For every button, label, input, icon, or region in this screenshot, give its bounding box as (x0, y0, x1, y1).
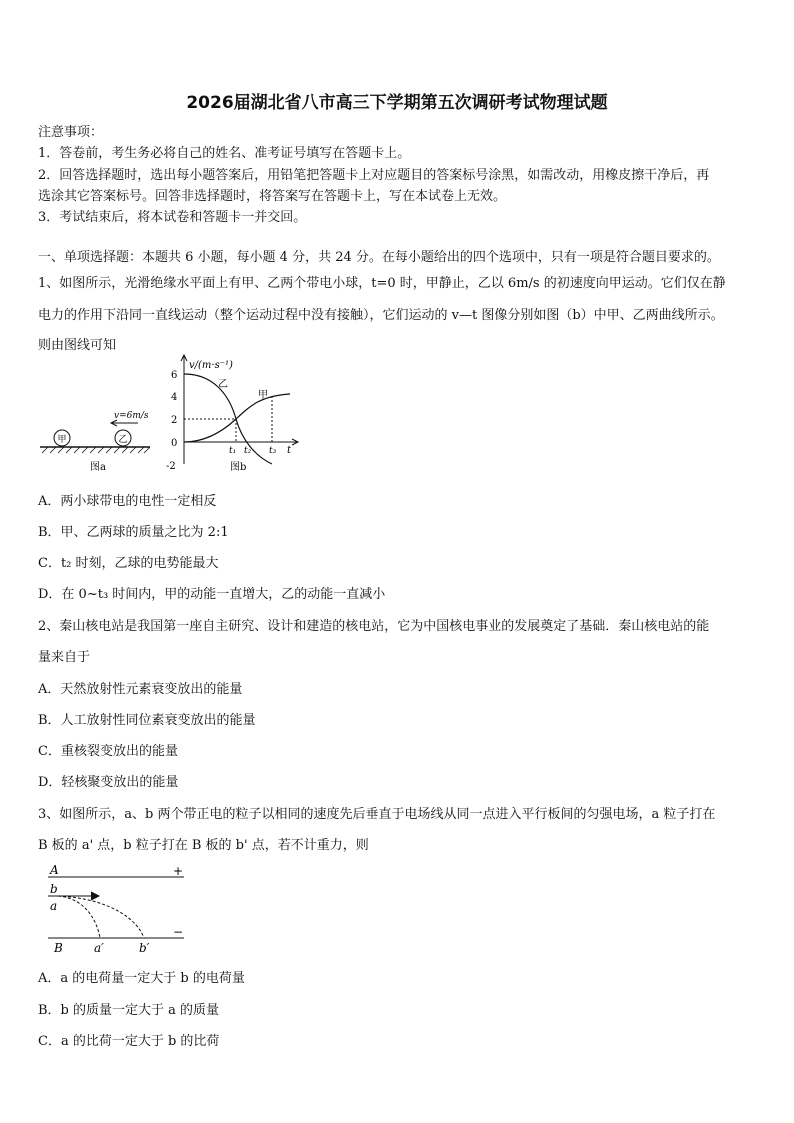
curve-jia (184, 394, 290, 442)
x-tick-label: t₁ (229, 446, 237, 456)
q1-option-d: D．在 0~t₃ 时间内，甲的动能一直增大，乙的动能一直减小 (38, 587, 386, 602)
section-heading: 一、单项选择题：本题共 6 小题，每小题 4 分，共 24 分。在每小题给出的四个选项中，只有一项是符合题目要求的。 (38, 250, 720, 265)
velocity-label: v=6m/s (114, 411, 149, 421)
q1-stem-line: 则由图线可知 (38, 338, 117, 353)
figure-a-caption: 图a (90, 462, 106, 473)
q1-option-c: C．t₂ 时刻，乙球的电势能最大 (38, 556, 219, 571)
point-b-prime: b′ (139, 941, 150, 954)
particle-b-label: b (50, 882, 58, 896)
plate-b-label: B (54, 941, 63, 954)
q1-figure-a (38, 400, 158, 475)
y-tick-label: -2 (166, 461, 176, 472)
q1-stem-line: 电力的作用下沿同一直线运动（整个运动过程中没有接触），它们运动的 v—t 图像分别如图（b）中甲、乙两曲线所示。 (38, 308, 724, 323)
q3-option-c: C．a 的比荷一定大于 b 的比荷 (38, 1034, 220, 1049)
q2-option-a: A．天然放射性元素衰变放出的能量 (38, 682, 243, 697)
q3-stem-line: 3、如图所示，a、b 两个带正电的粒子以相同的速度先后垂直于电场线从同一点进入平行板间的匀强电场，a 粒子打在 (38, 807, 716, 822)
ball-yi-label: 乙 (118, 435, 128, 445)
curve-yi-label: 乙 (218, 379, 228, 390)
q2-stem-line: 2、秦山核电站是我国第一座自主研究、设计和建造的核电站，它为中国核电事业的发展奠定了基础．秦山核电站的能 (38, 619, 710, 634)
q1-stem-line: 1、如图所示，光滑绝缘水平面上有甲、乙两个带电小球，t=0 时，甲静止，乙以 6m/s 的初速度向甲运动。它们仅在静 (38, 276, 726, 291)
q2-option-b: B．人工放射性同位素衰变放出的能量 (38, 713, 256, 728)
q2-option-d: D．轻核聚变放出的能量 (38, 775, 179, 790)
q3-option-b: B．b 的质量一定大于 a 的质量 (38, 1003, 220, 1018)
minus-sign: − (173, 925, 184, 939)
page-title: 2026届湖北省八市高三下学期第五次调研考试物理试题 (186, 93, 608, 113)
ball-jia-label: 甲 (57, 435, 67, 445)
q3-option-a: A．a 的电荷量一定大于 b 的电荷量 (38, 971, 245, 986)
notice-heading: 注意事项： (38, 125, 104, 140)
curve-jia-label: 甲 (258, 390, 268, 401)
notice-item-2: 2．回答选择题时，选出每小题答案后，用铅笔把答题卡上对应题目的答案标号涂黑，如需改动，用橡皮擦干净后，再 (38, 168, 710, 183)
particle-a-label: a (50, 899, 58, 913)
x-axis-label: t (287, 445, 292, 456)
q3-stem-line: B 板的 a' 点，b 粒子打在 B 板的 b' 点，若不计重力，则 (38, 838, 369, 853)
arrow-head (91, 892, 99, 900)
y-tick-label: 6 (171, 370, 178, 381)
y-tick-label: 0 (171, 438, 178, 449)
x-tick-label: t₃ (269, 446, 277, 456)
point-a-prime: a′ (94, 941, 104, 954)
y-axis-label: v/(m·s⁻¹) (189, 360, 233, 371)
q1-figure-b (160, 352, 305, 474)
notice-item-3: 3．考试结束后，将本试卷和答题卡一并交回。 (38, 210, 307, 225)
q2-option-c: C．重核裂变放出的能量 (38, 744, 178, 759)
trajectory-b (58, 896, 144, 938)
ground-hatch (42, 447, 150, 453)
q1-option-b: B．甲、乙两球的质量之比为 2:1 (38, 525, 229, 540)
y-tick-label: 4 (171, 392, 178, 403)
trajectory-a (58, 896, 100, 938)
plate-a-label: A (50, 863, 59, 877)
x-tick-label: t₂ (244, 446, 252, 456)
q3-figure (44, 860, 194, 954)
notice-item-1: 1．答卷前，考生务必将自己的姓名、准考证号填写在答题卡上。 (38, 146, 411, 161)
figure-b-caption: 图b (230, 462, 247, 473)
q1-option-a: A．两小球带电的电性一定相反 (38, 494, 217, 509)
notice-item-2-cont: 选涂其它答案标号。回答非选择题时，将答案写在答题卡上，写在本试卷上无效。 (38, 189, 507, 204)
plus-sign: + (173, 864, 184, 878)
y-tick-label: 2 (171, 415, 178, 426)
q2-stem-line: 量来自于 (38, 650, 91, 665)
